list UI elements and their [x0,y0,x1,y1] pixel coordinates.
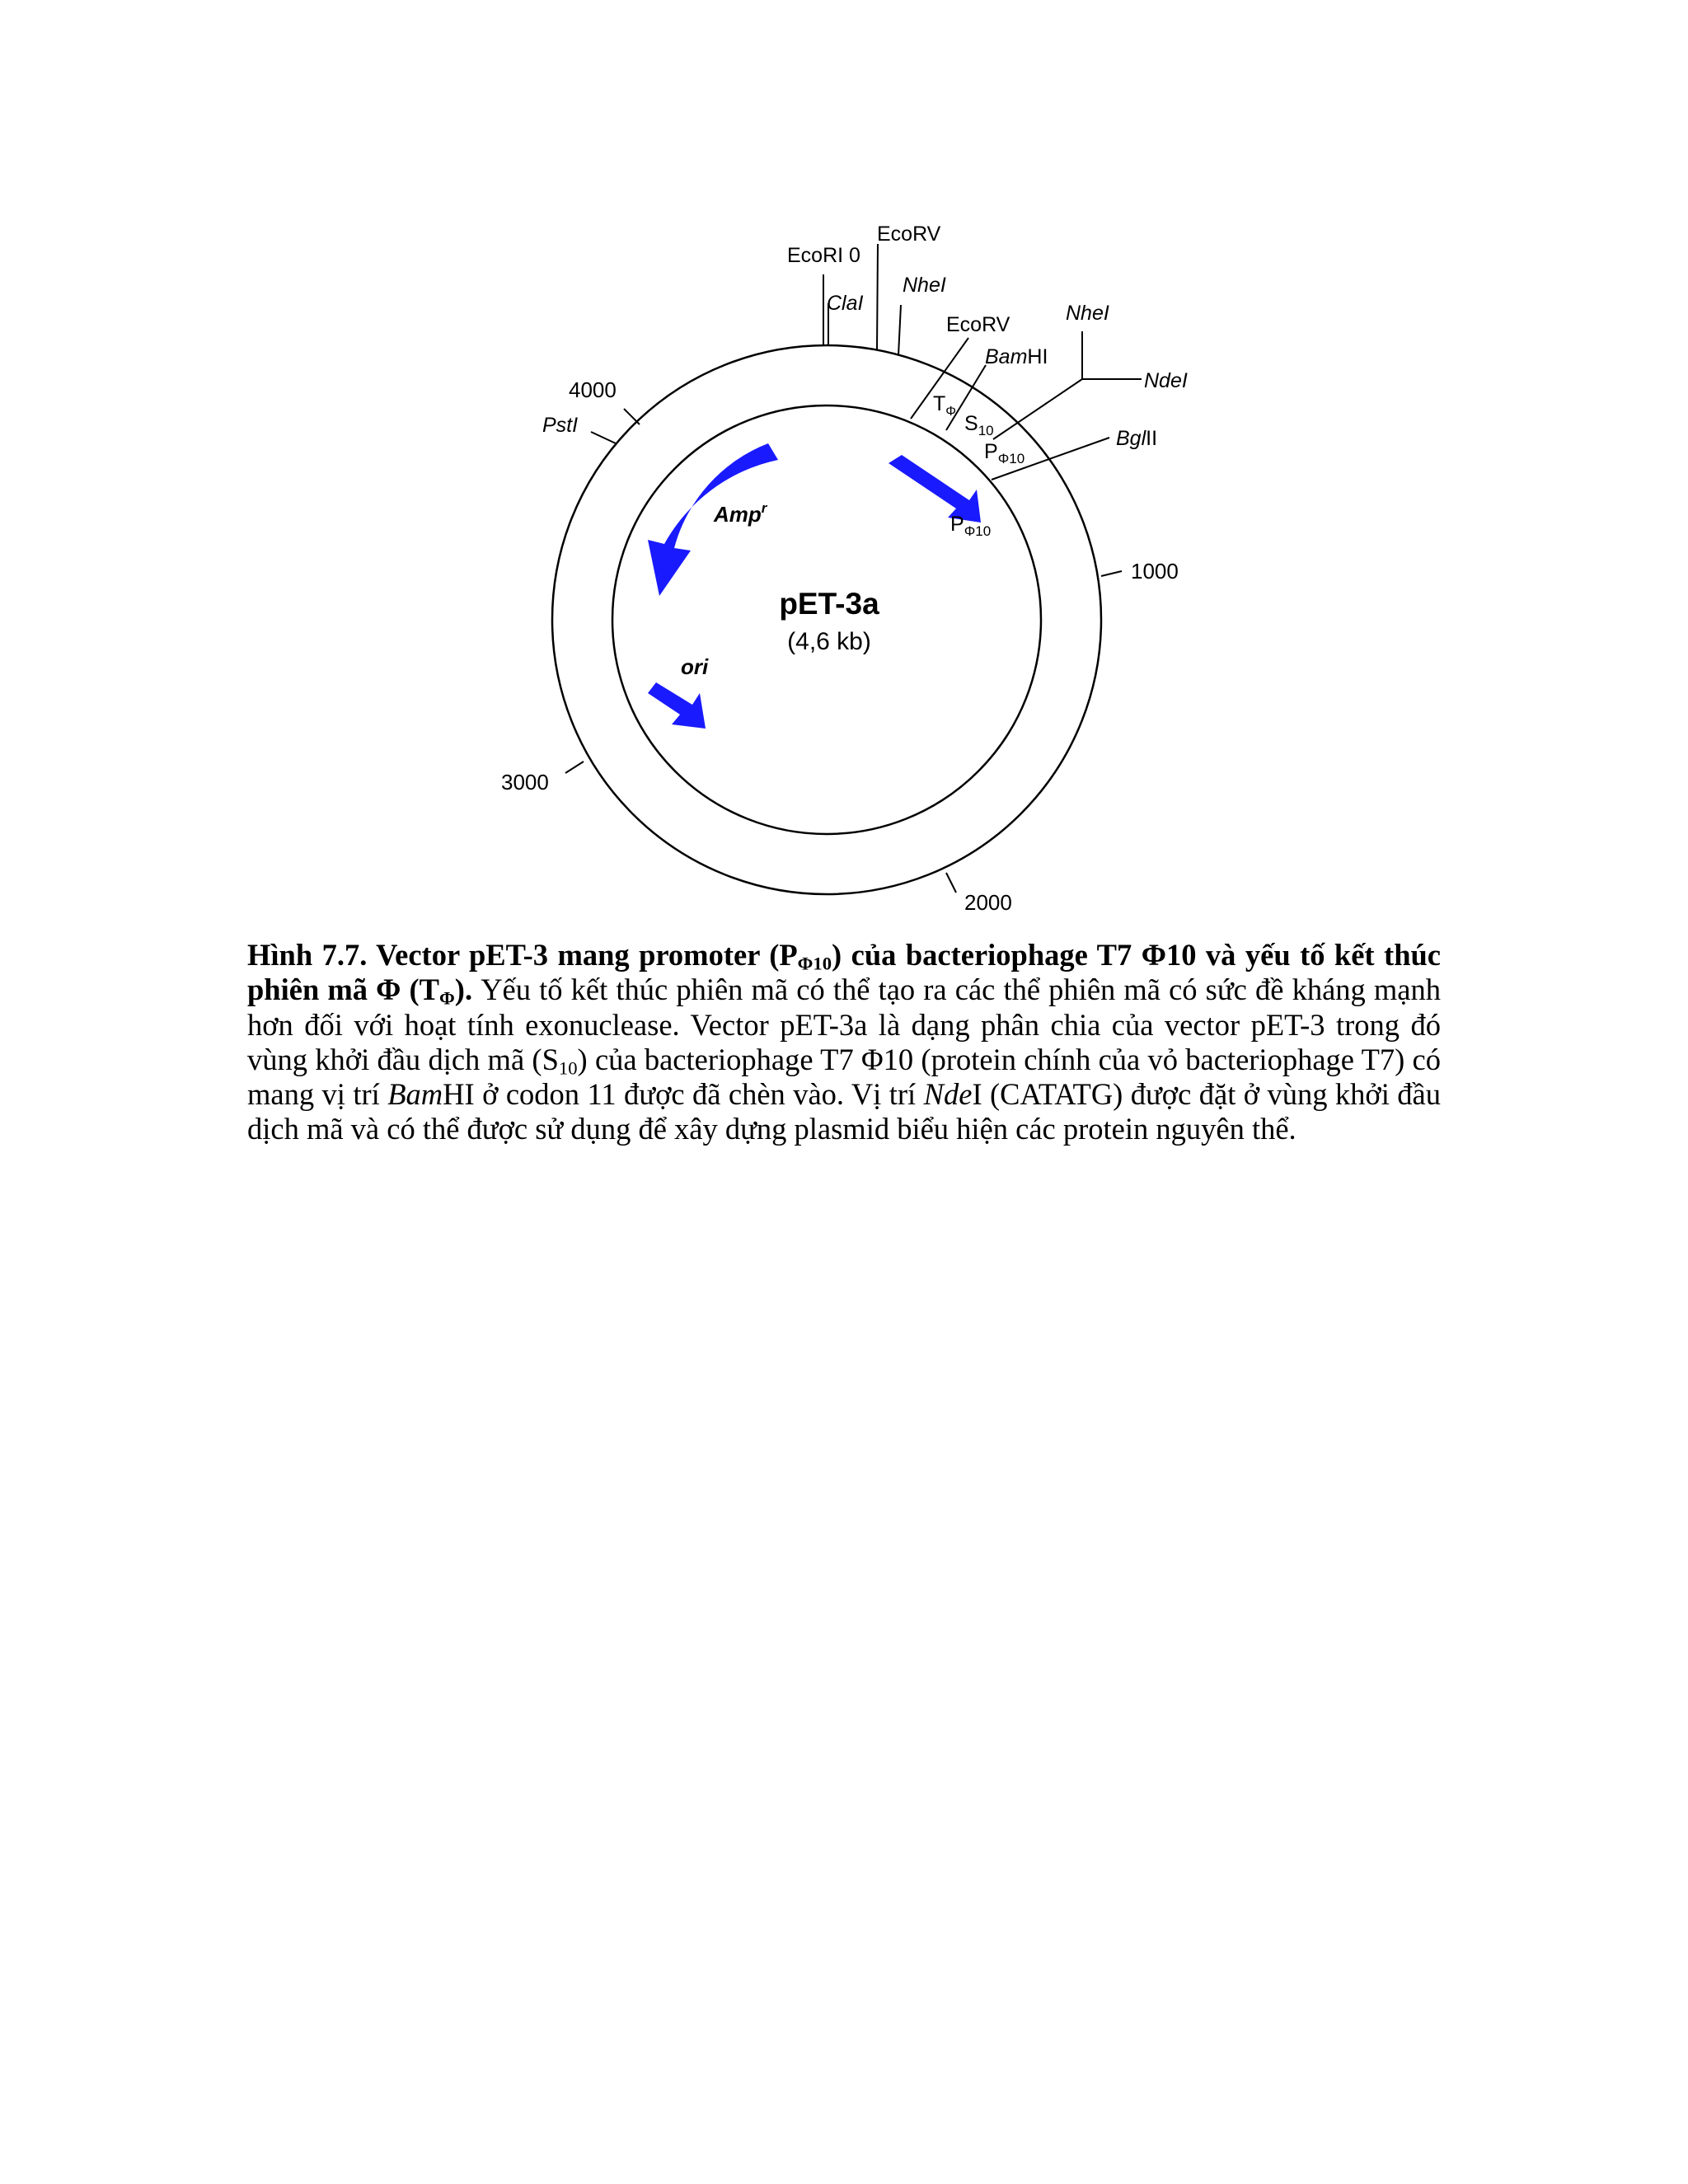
site-label-ndei: NdeI [1144,369,1188,392]
promoter-label: $P_{\Phi 10}$ [950,513,992,539]
position-label-2000: 2000 [964,890,1012,915]
site-label-bamhi: BamHI [985,345,1048,368]
ecorv-top-line [877,244,878,350]
caption-title-sub-2: Φ [439,987,455,1009]
figure-caption [247,938,1441,1147]
nhei-ndei-line [1082,331,1142,379]
tick-2000 [946,873,956,893]
plasmid-map-figure [0,0,1688,923]
caption-body-a: Yếu tố kết thúc phiên mã có thể tạo ra các thể phiên mã có sức đề kháng mạnh hơn đối với hoạt tính exonuclease. Vector pET-3a là dạng phân chia của vector pET-3 trong đó vùng khởi đầu dịch mã (S [247,972,1441,1076]
tick-1000 [1101,571,1122,576]
promoter-arrow [889,455,981,523]
site-label-nhei-top: NheI [903,274,946,297]
feature-t-phi: $T_\Phi$ [933,392,957,419]
amp-label: Amp$^r$ [714,500,767,527]
tick-3000 [565,762,584,773]
feature-s10: $S_{10}$ [964,412,994,438]
site-label-bglii: BglII [1116,427,1158,450]
site-label-ecorv-top: EcoRV [877,223,941,246]
caption-bamhi-rest: HI ở codon 11 được đã chèn vào. Vị trí [443,1077,924,1112]
site-label-ecorv-mid: EcoRV [946,313,1010,336]
plasmid-name: pET-3a [779,587,879,621]
ori-label: ori [681,654,709,679]
site-label-clai: ClaI [827,292,864,315]
site-label-psti: PstI [542,414,579,437]
caption-title-part-b: ) của bacteriophage T7 Φ10 và yếu tố kết thúc phiên mã Φ (T [247,938,1441,1007]
site-leader-lines [591,244,1142,480]
feature-p-phi10-ring: $P_{\Phi 10}$ [984,440,1025,466]
plasmid-size: (4,6 kb) [787,628,871,655]
feature-arrows [648,443,981,729]
nhei-ndei-diagonal [993,379,1082,439]
position-label-4000: 4000 [569,377,617,402]
position-label-3000: 3000 [501,770,549,794]
caption-title-sub-1: Φ10 [797,953,832,974]
position-label-1000: 1000 [1131,559,1179,583]
caption-body-sub: 10 [558,1057,578,1079]
caption-bamhi-italic: Bam [387,1077,443,1112]
caption-ndei-rest: I (CATATG) được đặt ở vùng khởi đầu dịch mã và có thể được sử dụng để xây dựng plasmid biểu hiện các protein nguyên thể. [247,1077,1442,1146]
psti-line [591,432,616,443]
caption-title-part-c: ). [454,972,473,1007]
caption-title-part-a: Hình 7.7. Vector pET-3 mang promoter (P [247,938,798,972]
tick-4000 [624,409,640,424]
caption-body-b: ) của bacteriophage T7 Φ10 (protein chính của vỏ bacteriophage T7) có mang vị trí [247,1042,1442,1112]
ori-arrow [648,682,706,729]
caption-ndei-italic: Nde [923,1077,973,1112]
site-label-nhei-right: NheI [1066,302,1109,325]
plasmid-map-svg [0,0,1688,923]
site-label-ecori: EcoRI 0 [787,244,860,267]
nhei-top-line [898,305,901,355]
